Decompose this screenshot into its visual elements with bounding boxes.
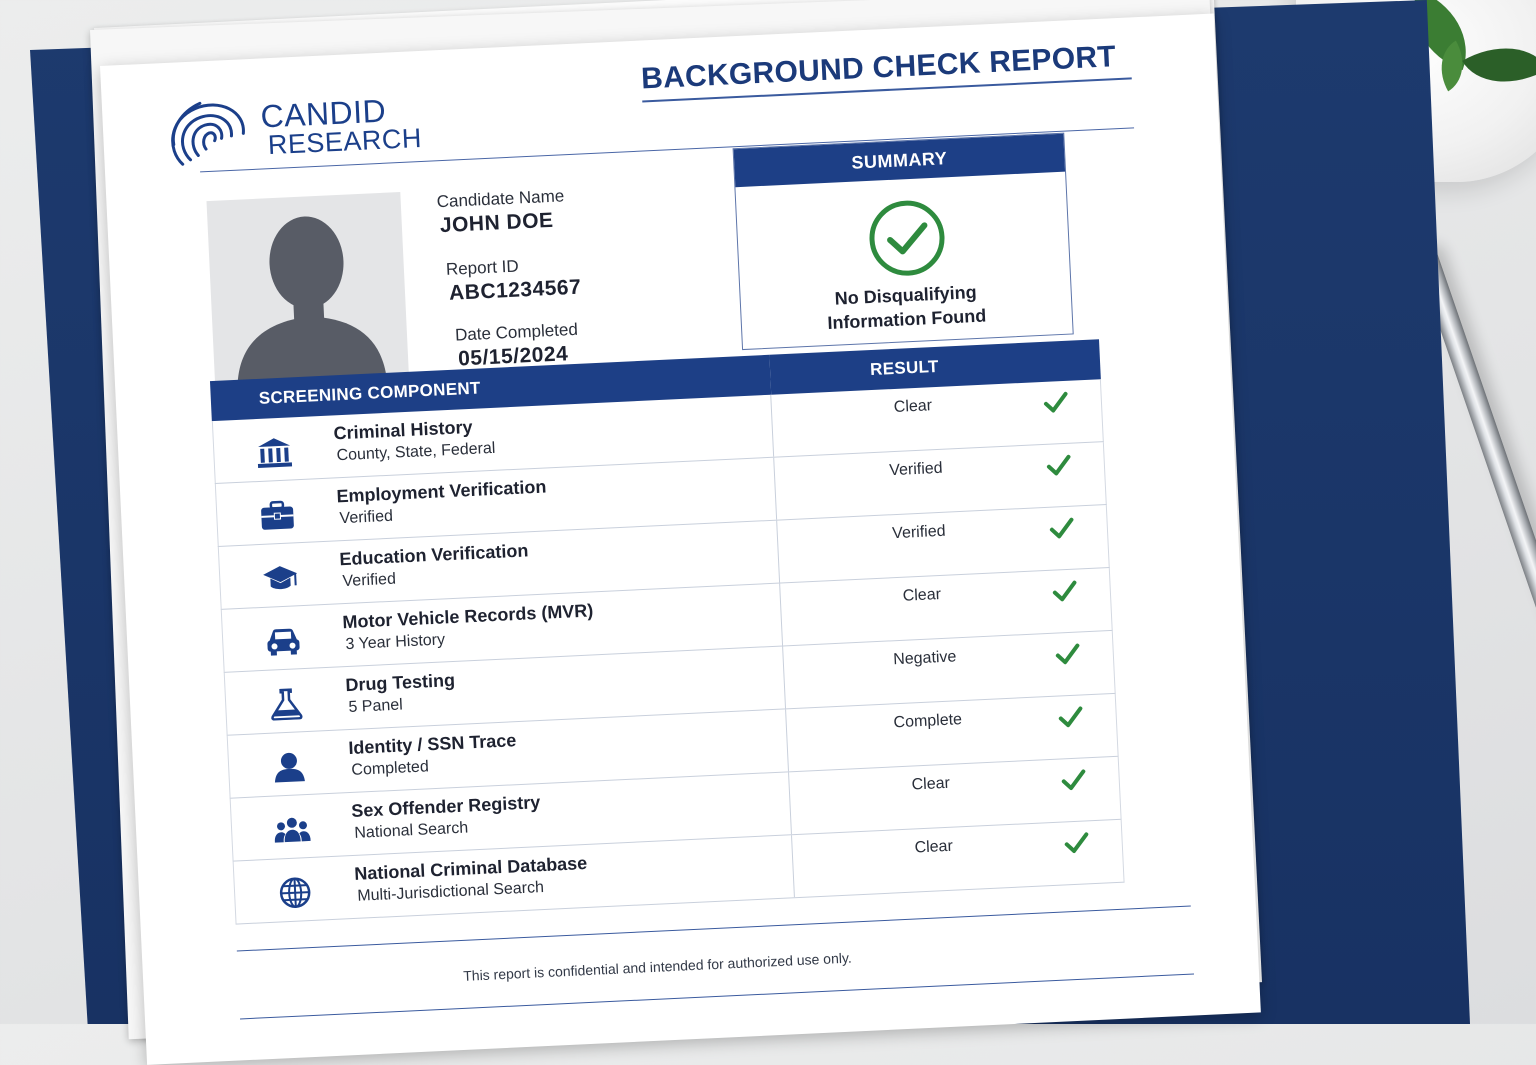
check-icon xyxy=(1048,517,1075,540)
check-icon xyxy=(1045,454,1072,477)
screening-table xyxy=(210,339,1125,924)
logo-text-line2: RESEARCH xyxy=(267,122,423,161)
component-name: Identity / SSN Trace xyxy=(347,730,517,759)
component-detail: Multi-Jurisdictional Search xyxy=(356,879,545,905)
component-name: National Criminal Database xyxy=(353,852,588,884)
summary-line-2: Information Found xyxy=(826,305,987,334)
summary-box xyxy=(733,133,1074,350)
result-value: Clear xyxy=(914,837,954,857)
result-value: Complete xyxy=(893,711,963,732)
user-icon xyxy=(270,750,307,784)
component-name: Motor Vehicle Records (MVR) xyxy=(341,600,594,633)
result-value: Verified xyxy=(891,522,946,543)
candidate-name-value: JOHN DOE xyxy=(439,208,555,238)
result-value: Verified xyxy=(888,459,943,480)
column-divider xyxy=(773,458,777,520)
check-circle-icon xyxy=(866,197,948,279)
candidate-name-label: Candidate Name xyxy=(436,186,565,212)
car-icon xyxy=(265,624,302,658)
report-title: BACKGROUND CHECK REPORT xyxy=(640,40,1117,96)
component-detail: Completed xyxy=(351,758,430,779)
component-name: Education Verification xyxy=(339,540,529,570)
candidate-photo xyxy=(206,192,409,391)
column-divider xyxy=(770,395,774,457)
confidentiality-notice: This report is confidential and intended for authorized use only. xyxy=(462,949,853,984)
header-screening-component: SCREENING COMPONENT xyxy=(210,355,771,421)
column-divider xyxy=(785,709,789,771)
column-divider xyxy=(779,584,783,646)
footer-divider xyxy=(240,973,1194,1019)
logo-text-line1: CANDID xyxy=(259,92,387,135)
component-name: Sex Offender Registry xyxy=(350,792,541,821)
header-result: RESULT xyxy=(769,339,1101,395)
check-icon xyxy=(1057,705,1084,728)
report-id-value: ABC1234567 xyxy=(448,275,582,305)
check-icon xyxy=(1063,831,1090,854)
component-detail: 3 Year History xyxy=(345,631,446,654)
component-detail: National Search xyxy=(354,819,469,842)
report-document xyxy=(100,13,1261,1064)
report-id-label: Report ID xyxy=(445,256,520,279)
group-icon xyxy=(273,813,310,847)
check-icon xyxy=(1054,642,1081,665)
component-detail: Verified xyxy=(339,507,394,528)
briefcase-icon xyxy=(259,498,296,532)
column-divider xyxy=(776,521,780,583)
component-name: Criminal History xyxy=(333,416,473,444)
graduation-cap-icon xyxy=(262,561,299,595)
flask-icon xyxy=(268,687,305,721)
summary-result-text xyxy=(740,276,1072,339)
fingerprint-logo-icon xyxy=(159,91,253,175)
courthouse-icon xyxy=(256,435,293,469)
result-value: Clear xyxy=(902,585,942,605)
component-detail: County, State, Federal xyxy=(336,439,496,465)
summary-line-1: No Disqualifying xyxy=(834,281,978,309)
result-value: Negative xyxy=(892,648,957,669)
column-divider xyxy=(791,835,795,897)
date-completed-label: Date Completed xyxy=(454,319,579,345)
date-completed-value: 05/15/2024 xyxy=(457,342,569,371)
component-name: Employment Verification xyxy=(336,476,547,507)
globe-icon xyxy=(276,876,313,910)
column-divider xyxy=(788,772,792,834)
check-icon xyxy=(1051,580,1078,603)
result-value: Clear xyxy=(893,397,933,416)
summary-heading: SUMMARY xyxy=(734,134,1065,188)
component-detail: Verified xyxy=(342,570,397,591)
column-divider xyxy=(782,646,786,708)
component-name: Drug Testing xyxy=(344,669,456,696)
check-icon xyxy=(1060,768,1087,791)
person-silhouette-icon xyxy=(206,192,409,391)
result-value: Clear xyxy=(911,774,951,794)
component-detail: 5 Panel xyxy=(348,696,404,716)
check-icon xyxy=(1042,391,1069,414)
